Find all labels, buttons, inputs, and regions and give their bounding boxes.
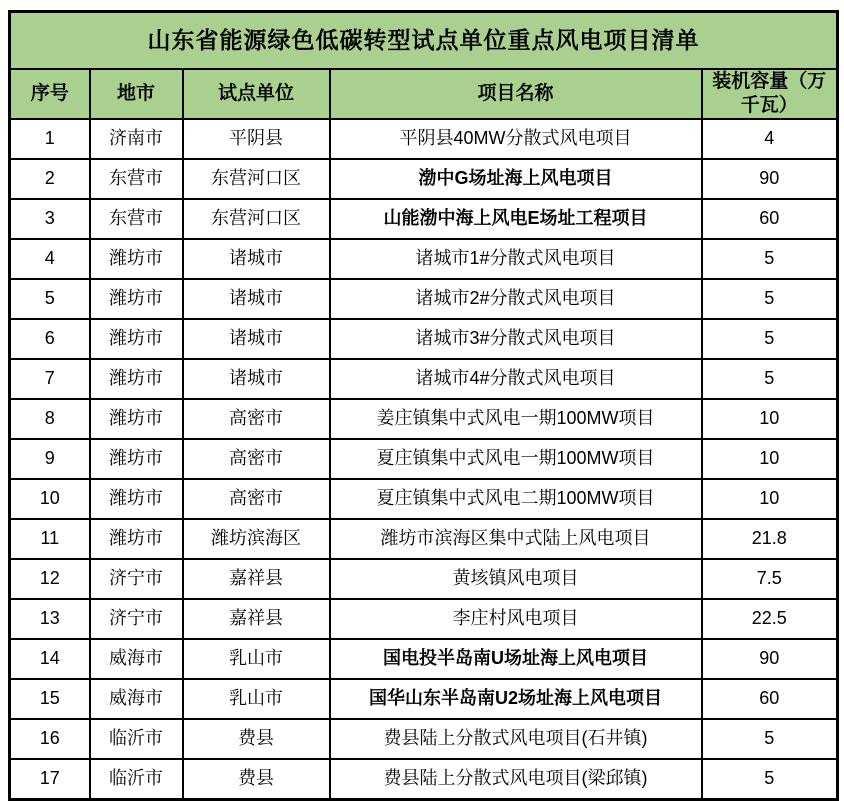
capacity-cell: 90 <box>702 159 838 199</box>
project-name-cell: 诸城市2#分散式风电项目 <box>330 279 702 319</box>
pilot-unit-cell: 费县 <box>183 719 330 759</box>
project-name-cell: 渤中G场址海上风电项目 <box>330 159 702 199</box>
capacity-cell: 10 <box>702 399 838 439</box>
pilot-unit-cell: 诸城市 <box>183 359 330 399</box>
column-header-seq: 序号 <box>10 69 90 119</box>
column-header-unit: 试点单位 <box>183 69 330 119</box>
project-name-cell: 李庄村风电项目 <box>330 599 702 639</box>
row-index-cell: 11 <box>10 519 90 559</box>
pilot-unit-cell: 高密市 <box>183 479 330 519</box>
city-cell: 潍坊市 <box>90 239 183 279</box>
row-index-cell: 2 <box>10 159 90 199</box>
table-row <box>10 639 838 679</box>
table-row <box>10 599 838 639</box>
pilot-unit-cell: 高密市 <box>183 439 330 479</box>
capacity-cell: 10 <box>702 479 838 519</box>
city-cell: 潍坊市 <box>90 439 183 479</box>
row-index-cell: 12 <box>10 559 90 599</box>
capacity-cell: 5 <box>702 319 838 359</box>
project-name-cell: 诸城市3#分散式风电项目 <box>330 319 702 359</box>
city-cell: 潍坊市 <box>90 479 183 519</box>
capacity-cell: 21.8 <box>702 519 838 559</box>
city-cell: 济宁市 <box>90 559 183 599</box>
table-row <box>10 199 838 239</box>
city-cell: 济南市 <box>90 119 183 159</box>
column-header-project: 项目名称 <box>330 69 702 119</box>
table-row <box>10 439 838 479</box>
city-cell: 潍坊市 <box>90 319 183 359</box>
table-row <box>10 279 838 319</box>
row-index-cell: 10 <box>10 479 90 519</box>
city-cell: 临沂市 <box>90 719 183 759</box>
row-index-cell: 6 <box>10 319 90 359</box>
capacity-cell: 10 <box>702 439 838 479</box>
project-name-cell: 诸城市4#分散式风电项目 <box>330 359 702 399</box>
projects-table-container <box>8 10 839 801</box>
row-index-cell: 13 <box>10 599 90 639</box>
project-name-cell: 国华山东半岛南U2场址海上风电项目 <box>330 679 702 719</box>
capacity-cell: 5 <box>702 759 838 800</box>
column-header-city: 地市 <box>90 69 183 119</box>
pilot-unit-cell: 费县 <box>183 759 330 800</box>
table-row <box>10 519 838 559</box>
pilot-unit-cell: 东营河口区 <box>183 199 330 239</box>
city-cell: 济宁市 <box>90 599 183 639</box>
column-header-capacity: 装机容量（万千瓦） <box>702 69 838 119</box>
pilot-unit-cell: 诸城市 <box>183 319 330 359</box>
pilot-unit-cell: 高密市 <box>183 399 330 439</box>
city-cell: 东营市 <box>90 159 183 199</box>
table-row <box>10 719 838 759</box>
pilot-unit-cell: 潍坊滨海区 <box>183 519 330 559</box>
project-name-cell: 潍坊市滨海区集中式陆上风电项目 <box>330 519 702 559</box>
table-row <box>10 759 838 800</box>
project-name-cell: 国电投半岛南U场址海上风电项目 <box>330 639 702 679</box>
row-index-cell: 4 <box>10 239 90 279</box>
pilot-unit-cell: 诸城市 <box>183 239 330 279</box>
table-row <box>10 159 838 199</box>
column-header-row <box>10 69 838 119</box>
row-index-cell: 8 <box>10 399 90 439</box>
row-index-cell: 15 <box>10 679 90 719</box>
capacity-cell: 90 <box>702 639 838 679</box>
table-row <box>10 319 838 359</box>
city-cell: 威海市 <box>90 679 183 719</box>
city-cell: 潍坊市 <box>90 519 183 559</box>
table-row <box>10 479 838 519</box>
table-body <box>10 119 838 800</box>
project-name-cell: 诸城市1#分散式风电项目 <box>330 239 702 279</box>
capacity-cell: 5 <box>702 359 838 399</box>
row-index-cell: 1 <box>10 119 90 159</box>
table-row <box>10 359 838 399</box>
table-row <box>10 119 838 159</box>
city-cell: 潍坊市 <box>90 279 183 319</box>
table-row <box>10 399 838 439</box>
project-name-cell: 夏庄镇集中式风电二期100MW项目 <box>330 479 702 519</box>
project-name-cell: 山能渤中海上风电E场址工程项目 <box>330 199 702 239</box>
wind-projects-table <box>8 10 839 801</box>
city-cell: 潍坊市 <box>90 359 183 399</box>
capacity-cell: 5 <box>702 279 838 319</box>
pilot-unit-cell: 东营河口区 <box>183 159 330 199</box>
city-cell: 潍坊市 <box>90 399 183 439</box>
row-index-cell: 14 <box>10 639 90 679</box>
project-name-cell: 费县陆上分散式风电项目(梁邱镇) <box>330 759 702 800</box>
row-index-cell: 16 <box>10 719 90 759</box>
row-index-cell: 3 <box>10 199 90 239</box>
pilot-unit-cell: 诸城市 <box>183 279 330 319</box>
row-index-cell: 5 <box>10 279 90 319</box>
row-index-cell: 7 <box>10 359 90 399</box>
project-name-cell: 平阴县40MW分散式风电项目 <box>330 119 702 159</box>
row-index-cell: 9 <box>10 439 90 479</box>
capacity-cell: 5 <box>702 719 838 759</box>
city-cell: 东营市 <box>90 199 183 239</box>
capacity-cell: 22.5 <box>702 599 838 639</box>
project-name-cell: 费县陆上分散式风电项目(石井镇) <box>330 719 702 759</box>
capacity-cell: 60 <box>702 199 838 239</box>
project-name-cell: 黄垓镇风电项目 <box>330 559 702 599</box>
project-name-cell: 姜庄镇集中式风电一期100MW项目 <box>330 399 702 439</box>
table-row <box>10 239 838 279</box>
capacity-cell: 4 <box>702 119 838 159</box>
pilot-unit-cell: 嘉祥县 <box>183 559 330 599</box>
capacity-cell: 5 <box>702 239 838 279</box>
capacity-cell: 60 <box>702 679 838 719</box>
capacity-cell: 7.5 <box>702 559 838 599</box>
pilot-unit-cell: 乳山市 <box>183 639 330 679</box>
pilot-unit-cell: 嘉祥县 <box>183 599 330 639</box>
pilot-unit-cell: 平阴县 <box>183 119 330 159</box>
table-title: 山东省能源绿色低碳转型试点单位重点风电项目清单 <box>10 12 838 70</box>
title-row <box>10 12 838 70</box>
pilot-unit-cell: 乳山市 <box>183 679 330 719</box>
table-row <box>10 679 838 719</box>
row-index-cell: 17 <box>10 759 90 800</box>
city-cell: 临沂市 <box>90 759 183 800</box>
project-name-cell: 夏庄镇集中式风电一期100MW项目 <box>330 439 702 479</box>
city-cell: 威海市 <box>90 639 183 679</box>
table-row <box>10 559 838 599</box>
